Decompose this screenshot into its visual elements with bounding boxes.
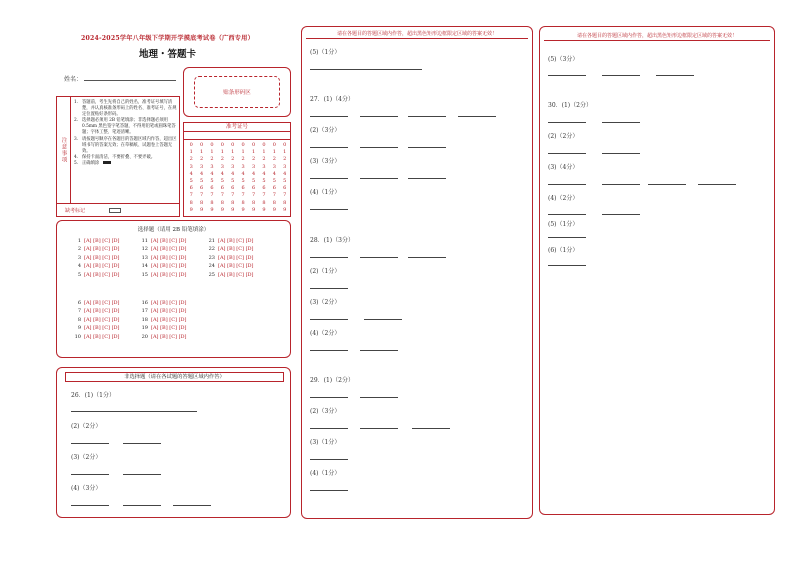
answer-line[interactable] <box>310 257 348 258</box>
mc-question-number: 24 <box>208 263 215 270</box>
digit-bubble[interactable]: 1 <box>220 149 224 156</box>
mc-question-number: 11 <box>141 238 148 244</box>
digit-bubble[interactable]: 4 <box>199 170 204 177</box>
digit-bubble[interactable]: 4 <box>241 170 245 177</box>
mc-question-row <box>71 308 120 314</box>
digit-bubble[interactable]: 8 <box>210 199 214 206</box>
mc-question-number: 10 <box>74 333 81 340</box>
mc-option-bubbles[interactable]: [A] [B] [C] [D] <box>151 254 187 261</box>
question-26-2: (2)（2分） <box>71 423 102 430</box>
digit-bubble[interactable]: 9 <box>241 206 245 213</box>
digit-bubble[interactable]: 8 <box>241 199 245 206</box>
answer-line[interactable] <box>602 75 640 76</box>
digit-column <box>231 142 234 216</box>
digit-bubble[interactable]: 4 <box>283 170 287 177</box>
name-field[interactable] <box>84 80 176 81</box>
mc-question-number: 9 <box>77 325 81 332</box>
answer-line[interactable] <box>310 69 422 70</box>
digit-bubble[interactable]: 5 <box>262 178 266 185</box>
notice-item: 3. 请按题号顺序在各题目的答题区域内作答，超出区域书写的答案无效；在草稿纸、试题卷上答题无效。 <box>74 136 177 154</box>
digit-bubble[interactable]: 2 <box>251 156 256 163</box>
digit-bubble[interactable]: 3 <box>189 163 193 170</box>
digit-bubble[interactable]: 9 <box>283 206 287 213</box>
mc-option-bubbles[interactable]: [A] [B] [C] [D] <box>84 246 120 253</box>
mc-question-number: 14 <box>141 263 148 270</box>
mc-option-bubbles[interactable]: [A] [B] [C] [D] <box>151 325 187 332</box>
candidate-number-write-row[interactable] <box>184 132 290 140</box>
mc-question-number: 20 <box>141 333 148 340</box>
digit-bubble[interactable]: 1 <box>189 149 193 156</box>
question-29-3: (3)（1分） <box>310 439 341 446</box>
answer-line[interactable] <box>123 505 161 506</box>
mc-option-bubbles[interactable]: [A] [B] [C] [D] <box>218 271 254 278</box>
digit-bubble[interactable]: 6 <box>262 185 266 192</box>
mc-question-row <box>205 238 254 244</box>
answer-line[interactable] <box>310 147 348 148</box>
answer-line[interactable] <box>360 147 398 148</box>
digit-bubble[interactable]: 3 <box>199 163 204 170</box>
digit-bubble[interactable]: 3 <box>231 163 235 170</box>
digit-column <box>221 142 224 216</box>
digit-bubble[interactable]: 3 <box>262 163 266 170</box>
answer-column-3 <box>539 26 775 515</box>
mc-option-bubbles[interactable]: [A] [B] [C] [D] <box>84 263 120 270</box>
answer-column-2 <box>301 26 533 519</box>
digit-bubble[interactable]: 0 <box>241 142 245 148</box>
answer-line[interactable] <box>548 122 586 123</box>
multiple-choice-section <box>56 220 291 358</box>
digit-bubble[interactable]: 8 <box>189 199 193 206</box>
digit-bubble[interactable]: 7 <box>220 192 224 199</box>
answer-line[interactable] <box>360 178 398 179</box>
digit-bubble[interactable]: 1 <box>251 149 256 156</box>
answer-line[interactable] <box>548 184 586 185</box>
answer-line[interactable] <box>408 257 446 258</box>
question-26-3: (3)（2分） <box>71 454 102 461</box>
digit-bubble[interactable]: 5 <box>283 178 287 185</box>
question-30-2: (2)（2分） <box>548 133 579 140</box>
question-27-1: 27．(1)（4分） <box>310 96 354 103</box>
answer-line[interactable] <box>310 459 348 460</box>
answer-line[interactable] <box>602 122 640 123</box>
mc-option-bubbles[interactable]: [A] [B] [C] [D] <box>151 238 187 244</box>
mc-question-row <box>71 325 120 331</box>
mc-question-number: 15 <box>141 271 148 278</box>
digit-bubble[interactable]: 9 <box>189 206 193 213</box>
digit-bubble[interactable]: 9 <box>272 206 276 213</box>
digit-bubble[interactable]: 2 <box>262 156 266 163</box>
digit-bubble[interactable]: 9 <box>220 206 224 213</box>
digit-bubble[interactable]: 7 <box>262 192 266 199</box>
digit-bubble[interactable]: 0 <box>220 142 224 148</box>
digit-column <box>242 142 245 216</box>
digit-bubble[interactable]: 2 <box>272 156 276 163</box>
digit-bubble[interactable]: 5 <box>251 178 256 185</box>
notice-item: 2. 选择题必须用 2B 铅笔填涂；非选择题必须用 0.5mm 黑色签字笔答题，不得用铅笔或圆珠笔答题；字体工整、笔迹清晰。 <box>74 118 176 136</box>
mc-question-row <box>71 263 120 269</box>
answer-line[interactable] <box>360 397 398 398</box>
answer-line[interactable] <box>548 237 586 238</box>
digit-bubble[interactable]: 9 <box>262 206 266 213</box>
answer-line[interactable] <box>310 288 348 289</box>
mc-question-row <box>205 255 254 261</box>
mc-question-number: 22 <box>208 246 215 253</box>
answer-line[interactable] <box>310 350 348 351</box>
mc-question-number: 19 <box>141 325 148 332</box>
mc-question-number: 2 <box>77 246 81 253</box>
digit-column <box>210 142 213 216</box>
column-3-warning: 请在各题目的答题区域内作答，超出黑色矩形边框限定区域的答案无效！ <box>576 33 737 39</box>
mc-option-bubbles[interactable]: [A] [B] [C] [D] <box>84 300 120 306</box>
digit-bubble[interactable]: 3 <box>272 163 276 170</box>
answer-line[interactable] <box>360 116 398 117</box>
answer-line[interactable] <box>310 178 348 179</box>
mc-question-row <box>205 263 254 269</box>
digit-bubble[interactable]: 3 <box>210 163 214 170</box>
answer-line[interactable] <box>71 443 109 444</box>
digit-bubble[interactable]: 2 <box>210 156 214 163</box>
question-27-3: (3)（3分） <box>310 158 341 165</box>
digit-bubble[interactable]: 6 <box>231 185 235 192</box>
non-choice-section <box>56 367 291 518</box>
question-26-1: 26．(1)（1分） <box>71 392 115 399</box>
mc-option-bubbles[interactable]: [A] [B] [C] [D] <box>218 263 254 270</box>
answer-line[interactable] <box>71 474 109 475</box>
mc-question-row <box>71 255 120 261</box>
digit-bubble[interactable]: 0 <box>262 142 266 148</box>
digit-bubble[interactable]: 6 <box>189 185 193 192</box>
mc-option-bubbles[interactable]: [A] [B] [C] [D] <box>84 254 120 261</box>
question-29-2: (2)（3分） <box>310 408 341 415</box>
notice-box <box>56 96 180 204</box>
mc-option-bubbles[interactable]: [A] [B] [C] [D] <box>218 238 254 244</box>
digit-column <box>273 142 276 216</box>
question-30-3: (3)（4分） <box>548 164 579 171</box>
mc-question-row <box>71 238 120 244</box>
mc-question-number: 12 <box>141 246 148 253</box>
digit-bubble[interactable]: 7 <box>231 192 235 199</box>
mc-option-bubbles[interactable]: [A] [B] [C] [D] <box>84 308 120 315</box>
digit-bubble[interactable]: 3 <box>220 163 224 170</box>
mc-option-bubbles[interactable]: [A] [B] [C] [D] <box>151 246 187 253</box>
mc-option-bubbles[interactable]: [A] [B] [C] [D] <box>151 308 187 315</box>
candidate-number-grid <box>183 122 291 217</box>
digit-bubble[interactable]: 0 <box>272 142 276 148</box>
barcode-label: 贴条形码区 <box>194 76 280 108</box>
question-30-4: (4)（2分） <box>548 195 579 202</box>
subject-title: 地理・答题卡 <box>138 49 196 60</box>
answer-line[interactable] <box>71 505 109 506</box>
digit-bubble[interactable]: 1 <box>210 149 214 156</box>
answer-line[interactable] <box>648 184 686 185</box>
mc-question-row <box>71 334 120 340</box>
digit-bubble[interactable]: 0 <box>251 142 256 148</box>
digit-bubble[interactable]: 0 <box>210 142 214 148</box>
mc-option-bubbles[interactable]: [A] [B] [C] [D] <box>151 316 187 323</box>
mc-question-number: 6 <box>77 300 81 306</box>
answer-line[interactable] <box>173 505 211 506</box>
digit-bubble[interactable]: 6 <box>210 185 214 192</box>
mc-question-number: 16 <box>141 300 148 306</box>
question-29-4: (4)（1分） <box>310 470 341 477</box>
column-3-header-rule <box>544 40 770 41</box>
mc-question-number: 25 <box>208 271 215 278</box>
mc-question-number: 13 <box>141 254 148 261</box>
question-30-1: 30．(1)（2分） <box>548 102 592 109</box>
question-29-5: (5)（3分） <box>548 56 579 63</box>
question-29-1: 29．(1)（2分） <box>310 377 354 384</box>
digit-bubble[interactable]: 5 <box>210 178 214 185</box>
answer-line[interactable] <box>412 428 450 429</box>
mc-question-row <box>138 334 187 340</box>
answer-line[interactable] <box>408 147 446 148</box>
digit-bubble[interactable]: 0 <box>199 142 204 148</box>
mc-option-bubbles[interactable]: [A] [B] [C] [D] <box>218 254 254 261</box>
answer-line[interactable] <box>360 428 398 429</box>
digit-bubble[interactable]: 2 <box>199 156 204 163</box>
question-28-4: (4)（2分） <box>310 330 341 337</box>
answer-line[interactable] <box>602 184 640 185</box>
column-2-warning: 请在各题目的答题区域内作答，超出黑色矩形边框限定区域的答案无效！ <box>336 31 497 37</box>
digit-bubble[interactable]: 1 <box>199 149 204 156</box>
digit-bubble[interactable]: 6 <box>272 185 276 192</box>
mc-option-bubbles[interactable]: [A] [B] [C] [D] <box>84 325 120 332</box>
digit-bubble[interactable]: 0 <box>283 142 287 148</box>
name-label: 姓名： <box>64 76 83 83</box>
question-30-6: (6)（1分） <box>548 247 579 254</box>
mc-question-number: 4 <box>77 263 81 270</box>
mc-title: 选择题（请用 2B 铅笔填涂） <box>137 227 210 233</box>
digit-bubble[interactable]: 4 <box>262 170 266 177</box>
digit-bubble[interactable]: 1 <box>283 149 287 156</box>
question-27-2: (2)（3分） <box>310 127 341 134</box>
digit-bubble[interactable]: 2 <box>241 156 245 163</box>
answer-line[interactable] <box>123 474 161 475</box>
digit-bubble[interactable]: 8 <box>199 199 204 206</box>
question-28-1: 28．(1)（3分） <box>310 237 354 244</box>
mc-question-row <box>138 300 187 306</box>
digit-bubble[interactable]: 2 <box>189 156 193 163</box>
digit-bubble[interactable]: 3 <box>251 163 256 170</box>
answer-line[interactable] <box>123 443 161 444</box>
mc-option-bubbles[interactable]: [A] [B] [C] [D] <box>84 316 120 323</box>
digit-bubble[interactable]: 4 <box>272 170 276 177</box>
digit-bubble[interactable]: 9 <box>251 206 256 213</box>
question-25-5: (5)（1分） <box>310 49 341 56</box>
mc-option-bubbles[interactable]: [A] [B] [C] [D] <box>151 300 187 306</box>
mc-question-number: 1 <box>77 238 81 244</box>
mc-option-bubbles[interactable]: [A] [B] [C] [D] <box>84 333 120 340</box>
digit-bubble[interactable]: 8 <box>272 199 276 206</box>
digit-bubble[interactable]: 6 <box>283 185 287 192</box>
notice-item: 1. 答题前，考生先将自己的姓名，准考证号填写清楚，并认真核准条形码上的姓名、准考证号，在规定位置贴好条形码。 <box>74 100 177 118</box>
answer-line[interactable] <box>310 428 348 429</box>
mc-question-row <box>138 308 187 314</box>
digit-bubble[interactable]: 6 <box>251 185 256 192</box>
digit-bubble[interactable]: 6 <box>199 185 204 192</box>
answer-line[interactable] <box>656 75 694 76</box>
digit-bubble[interactable]: 5 <box>272 178 276 185</box>
digit-bubble[interactable]: 0 <box>189 142 193 148</box>
digit-bubble[interactable]: 7 <box>272 192 276 199</box>
question-30-5: (5)（1分） <box>548 221 579 228</box>
mc-option-bubbles[interactable]: [A] [B] [C] [D] <box>84 238 120 244</box>
question-28-3: (3)（2分） <box>310 299 341 306</box>
digit-bubble[interactable]: 7 <box>199 192 204 199</box>
digit-bubble[interactable]: 4 <box>251 170 256 177</box>
mc-question-row <box>71 246 120 252</box>
answer-line[interactable] <box>602 153 640 154</box>
digit-bubble[interactable]: 4 <box>210 170 214 177</box>
digit-bubble[interactable]: 9 <box>199 206 204 213</box>
digit-bubble[interactable]: 1 <box>272 149 276 156</box>
column-2-header-rule <box>306 38 528 39</box>
question-28-2: (2)（1分） <box>310 268 341 275</box>
mc-question-row <box>138 325 187 331</box>
mc-question-row <box>138 272 187 278</box>
digit-bubble[interactable]: 1 <box>231 149 235 156</box>
filled-sample-icon <box>103 161 111 164</box>
absent-label: 缺考标记 <box>65 207 86 214</box>
mc-option-bubbles[interactable]: [A] [B] [C] [D] <box>151 333 187 340</box>
candidate-number-title: 准考证号 <box>184 123 290 132</box>
mc-question-row <box>138 317 187 323</box>
digit-bubble[interactable]: 7 <box>210 192 214 199</box>
digit-bubble[interactable]: 5 <box>189 178 193 185</box>
answer-line[interactable] <box>458 116 496 117</box>
answer-line[interactable] <box>310 116 348 117</box>
answer-line[interactable] <box>408 178 446 179</box>
mc-option-bubbles[interactable]: [A] [B] [C] [D] <box>151 271 187 278</box>
answer-line[interactable] <box>310 319 348 320</box>
question-26-4: (4)（3分） <box>71 485 102 492</box>
mc-question-row <box>205 246 254 252</box>
digit-bubble[interactable]: 5 <box>199 178 204 185</box>
absent-mark-row <box>56 204 180 217</box>
notice-list <box>74 100 178 167</box>
barcode-area <box>183 67 291 117</box>
digit-bubble[interactable]: 5 <box>241 178 245 185</box>
mc-option-bubbles[interactable]: [A] [B] [C] [D] <box>151 263 187 270</box>
answer-line[interactable] <box>602 214 640 215</box>
mc-question-row <box>71 317 120 323</box>
digit-bubble[interactable]: 4 <box>220 170 224 177</box>
notice-item: 4. 保持卡面清洁，不要折叠、不要弄破。 <box>74 154 156 160</box>
answer-line[interactable] <box>698 184 736 185</box>
mc-question-number: 8 <box>77 316 81 323</box>
digit-bubble[interactable]: 2 <box>231 156 235 163</box>
digit-bubble[interactable]: 8 <box>251 199 256 206</box>
digit-bubble[interactable]: 6 <box>241 185 245 192</box>
answer-line[interactable] <box>364 319 402 320</box>
digit-bubble[interactable]: 7 <box>251 192 256 199</box>
digit-bubble[interactable]: 8 <box>231 199 235 206</box>
mc-question-number: 3 <box>77 254 81 261</box>
digit-bubble[interactable]: 2 <box>220 156 224 163</box>
notice-item: 5. 正确填涂 <box>74 161 178 167</box>
mc-question-row <box>138 255 187 261</box>
digit-column <box>283 142 286 216</box>
digit-bubble[interactable]: 4 <box>231 170 235 177</box>
digit-bubble[interactable]: 1 <box>241 149 245 156</box>
digit-column <box>262 142 265 216</box>
nmc-title: 非选择题（请在各试题的答题区域内作答） <box>65 372 284 382</box>
question-27-4: (4)（1分） <box>310 189 341 196</box>
digit-bubble[interactable]: 1 <box>262 149 266 156</box>
mc-question-row <box>71 300 120 306</box>
digit-bubble[interactable]: 0 <box>231 142 235 148</box>
answer-line[interactable] <box>310 397 348 398</box>
digit-bubble[interactable]: 7 <box>283 192 287 199</box>
digit-bubble[interactable]: 4 <box>189 170 193 177</box>
answer-line[interactable] <box>310 209 348 210</box>
answer-line[interactable] <box>360 350 398 351</box>
digit-column <box>190 142 193 216</box>
answer-line[interactable] <box>548 214 586 215</box>
digit-column <box>200 142 203 216</box>
digit-bubble[interactable]: 9 <box>231 206 235 213</box>
answer-line[interactable] <box>548 153 586 154</box>
answer-line[interactable] <box>548 265 586 266</box>
mc-question-row <box>71 272 120 278</box>
answer-line[interactable] <box>548 75 586 76</box>
mc-question-number: 21 <box>208 238 215 244</box>
digit-bubble[interactable]: 2 <box>283 156 287 163</box>
digit-bubble[interactable]: 8 <box>220 199 224 206</box>
mc-question-row <box>138 263 187 269</box>
exam-title: 2024-2025学年八年级下学期开学摸底考试卷（广西专用） <box>81 35 254 42</box>
digit-bubble[interactable]: 5 <box>220 178 224 185</box>
mc-question-number: 18 <box>141 316 148 323</box>
mc-question-number: 17 <box>141 308 148 315</box>
mc-option-bubbles[interactable]: [A] [B] [C] [D] <box>84 271 120 278</box>
mc-question-row <box>205 272 254 278</box>
answer-line[interactable] <box>360 257 398 258</box>
digit-bubble[interactable]: 6 <box>220 185 224 192</box>
digit-bubble[interactable]: 7 <box>241 192 245 199</box>
digit-bubble[interactable]: 7 <box>189 192 193 199</box>
candidate-number-columns <box>186 142 290 216</box>
mc-question-number: 7 <box>77 308 81 315</box>
mc-question-number: 5 <box>77 271 81 278</box>
digit-bubble[interactable]: 3 <box>241 163 245 170</box>
mc-question-row <box>138 238 187 244</box>
answer-line[interactable] <box>71 411 197 412</box>
digit-bubble[interactable]: 8 <box>283 199 287 206</box>
digit-bubble[interactable]: 3 <box>283 163 287 170</box>
digit-bubble[interactable]: 5 <box>231 178 235 185</box>
mc-question-row <box>138 246 187 252</box>
notice-side-label: 注意事项 <box>57 97 71 203</box>
answer-line[interactable] <box>408 116 446 117</box>
mc-option-bubbles[interactable]: [A] [B] [C] [D] <box>218 246 254 253</box>
digit-bubble[interactable]: 8 <box>262 199 266 206</box>
digit-bubble[interactable]: 9 <box>210 206 214 213</box>
answer-line[interactable] <box>310 490 348 491</box>
mc-question-number: 23 <box>208 254 215 261</box>
digit-column <box>252 142 255 216</box>
absent-checkbox[interactable] <box>109 208 121 213</box>
